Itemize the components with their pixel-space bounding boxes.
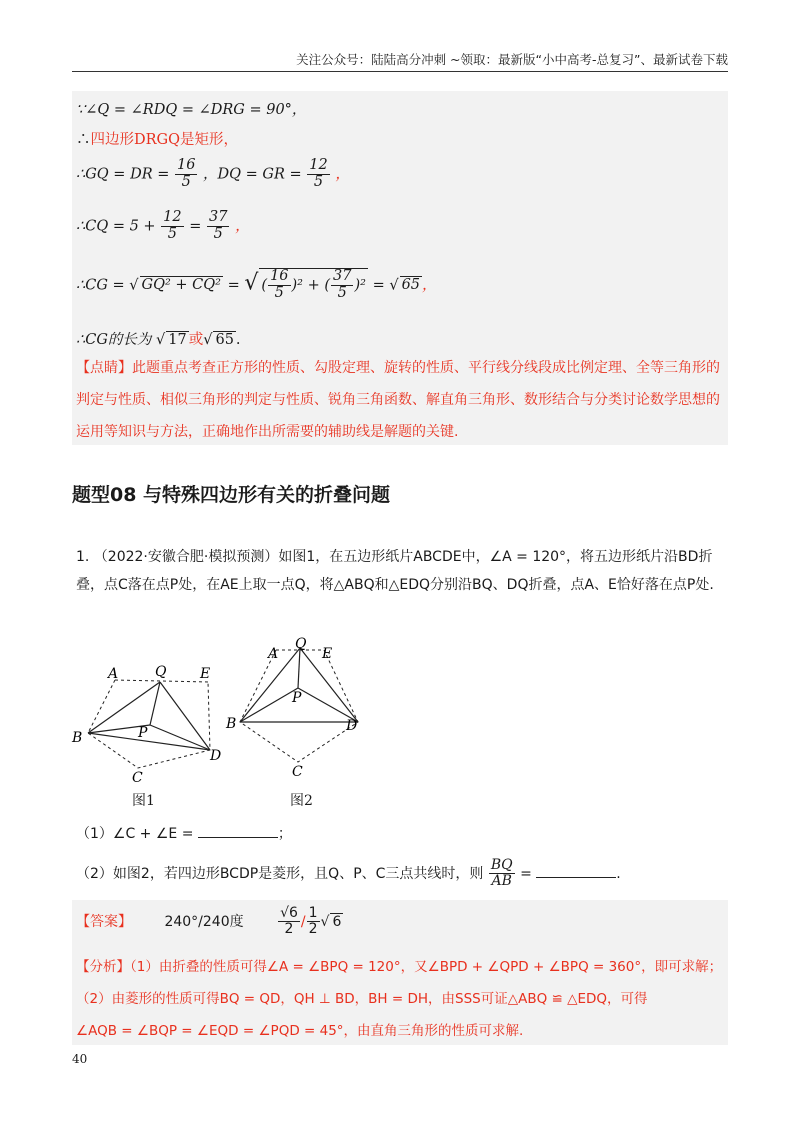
frac-den: AB xyxy=(491,873,512,890)
fig1-label-e: E xyxy=(200,666,211,682)
line3-mid: ，DQ = GR = xyxy=(203,166,302,183)
question-part-1 xyxy=(76,820,724,848)
page-header: 关注公众号：陆陆高分冲刺 ~领取：最新版“小中高考-总复习”、最新试卷下载 xyxy=(296,52,728,67)
solution-line-4 xyxy=(76,210,250,243)
fraction-16-5 xyxy=(268,269,290,302)
line6-post: . xyxy=(235,332,241,348)
fig1-outline-dashed xyxy=(88,680,210,768)
line3-pre: ∴GQ = DR = xyxy=(76,166,170,183)
fig1-label-b: B xyxy=(72,730,83,746)
frac-den: 5 xyxy=(274,284,284,301)
fig2-label-c: C xyxy=(292,764,303,780)
question-stem: 1. （2022·安徽合肥·模拟预测）如图1，在五边形纸片ABCDE中，∠A = 120°，将五边形纸片沿BD折叠，点C落在点P处，在AE上取一点Q，将△ABQ和△EDQ分别沿BQ、DQ折叠，点A、E恰好落在点P处. xyxy=(76,549,714,593)
radicand-gq-cq: GQ² + CQ² xyxy=(141,277,221,294)
frac-num: 12 xyxy=(309,157,328,173)
frac-den: 5 xyxy=(213,225,223,242)
fig2-qp xyxy=(298,648,300,688)
analysis-text-1: （1）由折叠的性质可得∠A = ∠BPQ = 120°，又∠BPD + ∠QPD + ∠BPQ = 360°，即可求解； xyxy=(130,959,723,975)
solution-line-1: ∵∠Q = ∠RDQ = ∠DRG = 90°， xyxy=(76,102,307,118)
line6-pre: ∴CG的长为 xyxy=(76,332,152,348)
answer-line xyxy=(76,906,343,938)
page-number: 40 xyxy=(72,1052,88,1066)
answer-half xyxy=(307,906,320,938)
close-paren-squared: )² xyxy=(354,277,366,294)
therefore-symbol: ∴ xyxy=(76,132,91,148)
answer-label: 【答案】 xyxy=(76,913,132,930)
frac-num: BQ xyxy=(490,857,513,873)
line3-post: ， xyxy=(335,166,350,183)
part2-answer-blank[interactable] xyxy=(536,863,616,878)
frac-num: √6 xyxy=(280,905,298,921)
frac-den: 5 xyxy=(167,225,178,242)
figure-2-diagram xyxy=(224,636,364,786)
figure-2-caption: 图2 xyxy=(290,793,313,809)
figure-1-caption: 图1 xyxy=(132,793,155,809)
fraction-12-5 xyxy=(307,158,329,191)
frac-num: 16 xyxy=(270,268,289,284)
frac-den: 2 xyxy=(284,921,294,938)
fraction-37-5 xyxy=(207,210,229,243)
analysis-line-1 xyxy=(76,955,722,975)
sqrt-sign: √ xyxy=(244,270,259,296)
header-rule xyxy=(72,71,728,72)
fig2-label-e: E xyxy=(322,646,333,662)
fraction-12-5 xyxy=(161,210,183,243)
fig2-label-d: D xyxy=(346,718,358,734)
fig2-label-q: Q xyxy=(295,636,307,652)
fig1-label-a: A xyxy=(108,666,119,682)
sqrt-sign: √ xyxy=(129,277,139,294)
analysis-line-3: ∠AQB = ∠BQP = ∠EQD = ∠PQD = 45°，由直角三角形的性质可求解. xyxy=(76,1023,524,1039)
frac-num: 37 xyxy=(209,209,228,225)
part2-text: （2）如图2，若四边形BCDP是菱形，且Q、P、C三点共线时，则 xyxy=(76,865,484,882)
fig2-pd xyxy=(298,688,358,722)
frac-den: 2 xyxy=(308,921,318,938)
part2-equals: = xyxy=(520,865,532,882)
part1-text: （1）∠C + ∠E = xyxy=(76,826,194,842)
part1-answer-blank[interactable] xyxy=(198,823,278,838)
radicand-65: 65 xyxy=(215,332,234,348)
sqrt-sign: √ xyxy=(156,332,166,348)
fig1-label-d: D xyxy=(210,748,222,764)
fraction-37-5 xyxy=(331,269,353,302)
line5-pre: ∴CG = xyxy=(76,277,125,294)
equals-sign: = xyxy=(227,277,240,294)
figure-1-diagram xyxy=(70,660,230,790)
radicand-6: 6 xyxy=(332,913,342,930)
frac-num: 1 xyxy=(308,905,318,921)
line5-post: ， xyxy=(422,277,437,294)
solution-line-5 xyxy=(76,268,437,302)
key-point-comment: 【点睛】此题重点考查正方形的性质、勾股定理、旋转的性质、平行线分线段成比例定理、全等三角形的判定与性质、相似三角形的判定与性质、锐角三角函数、解直角三角形、数形结合与分类讨论数学思想的运用等知识与方法，正确地作出所需要的辅助线是解题的关键. xyxy=(76,360,720,440)
fraction-16-5 xyxy=(175,158,197,191)
fig2-label-a: A xyxy=(268,646,279,662)
frac-num: 37 xyxy=(333,268,352,284)
frac-den: 5 xyxy=(313,173,324,190)
radicand-17: 17 xyxy=(168,332,187,348)
radicand-fractions xyxy=(259,268,368,302)
sqrt-sign: √ xyxy=(320,913,330,930)
fig1-ae-dashed xyxy=(115,680,208,682)
answer-value-1: 240°/240度 xyxy=(164,913,244,930)
fig1-label-q: Q xyxy=(155,664,167,680)
equals-sign: = xyxy=(372,277,385,294)
analysis-label: 【分析】 xyxy=(76,959,130,975)
fig1-label-c: C xyxy=(132,770,143,786)
close-paren-plus: )² + ( xyxy=(291,277,331,294)
sqrt-sign: √ xyxy=(389,277,399,294)
part2-post: . xyxy=(616,865,621,882)
fraction-bq-ab xyxy=(489,858,515,890)
frac-den: 5 xyxy=(337,284,347,301)
frac-num: 16 xyxy=(176,157,196,173)
line4-pre: ∴CQ = 5 + xyxy=(76,218,156,235)
line4-post: ， xyxy=(235,218,250,235)
section-title: 题型08 与特殊四边形有关的折叠问题 xyxy=(72,484,391,506)
solution-line-6 xyxy=(76,328,241,349)
fig1-label-p: P xyxy=(138,725,148,741)
radicand-65: 65 xyxy=(401,277,421,294)
part1-post: ； xyxy=(277,826,292,842)
answer-fraction xyxy=(278,906,300,938)
solution-line-2 xyxy=(76,128,238,149)
analysis-line-2: （2）由菱形的性质可得BQ = QD，QH ⊥ BD，BH = DH，由SSS可证△ABQ ≌ △EDQ，可得 xyxy=(76,991,648,1007)
answer-separator: / xyxy=(300,913,306,930)
sqrt-sign: √ xyxy=(203,332,213,348)
or-word: 或 xyxy=(188,332,204,348)
frac-num: 12 xyxy=(163,209,182,225)
question-part-2 xyxy=(76,858,724,890)
fig1-bd xyxy=(88,733,210,750)
solution-line-3 xyxy=(76,158,350,191)
fig2-label-p: P xyxy=(292,690,302,706)
rectangle-claim: 四边形DRGQ是矩形， xyxy=(90,132,239,148)
line4-mid: = xyxy=(189,218,202,235)
frac-den: 5 xyxy=(181,173,191,190)
open-paren: ( xyxy=(261,277,268,294)
fig2-label-b: B xyxy=(226,716,237,732)
